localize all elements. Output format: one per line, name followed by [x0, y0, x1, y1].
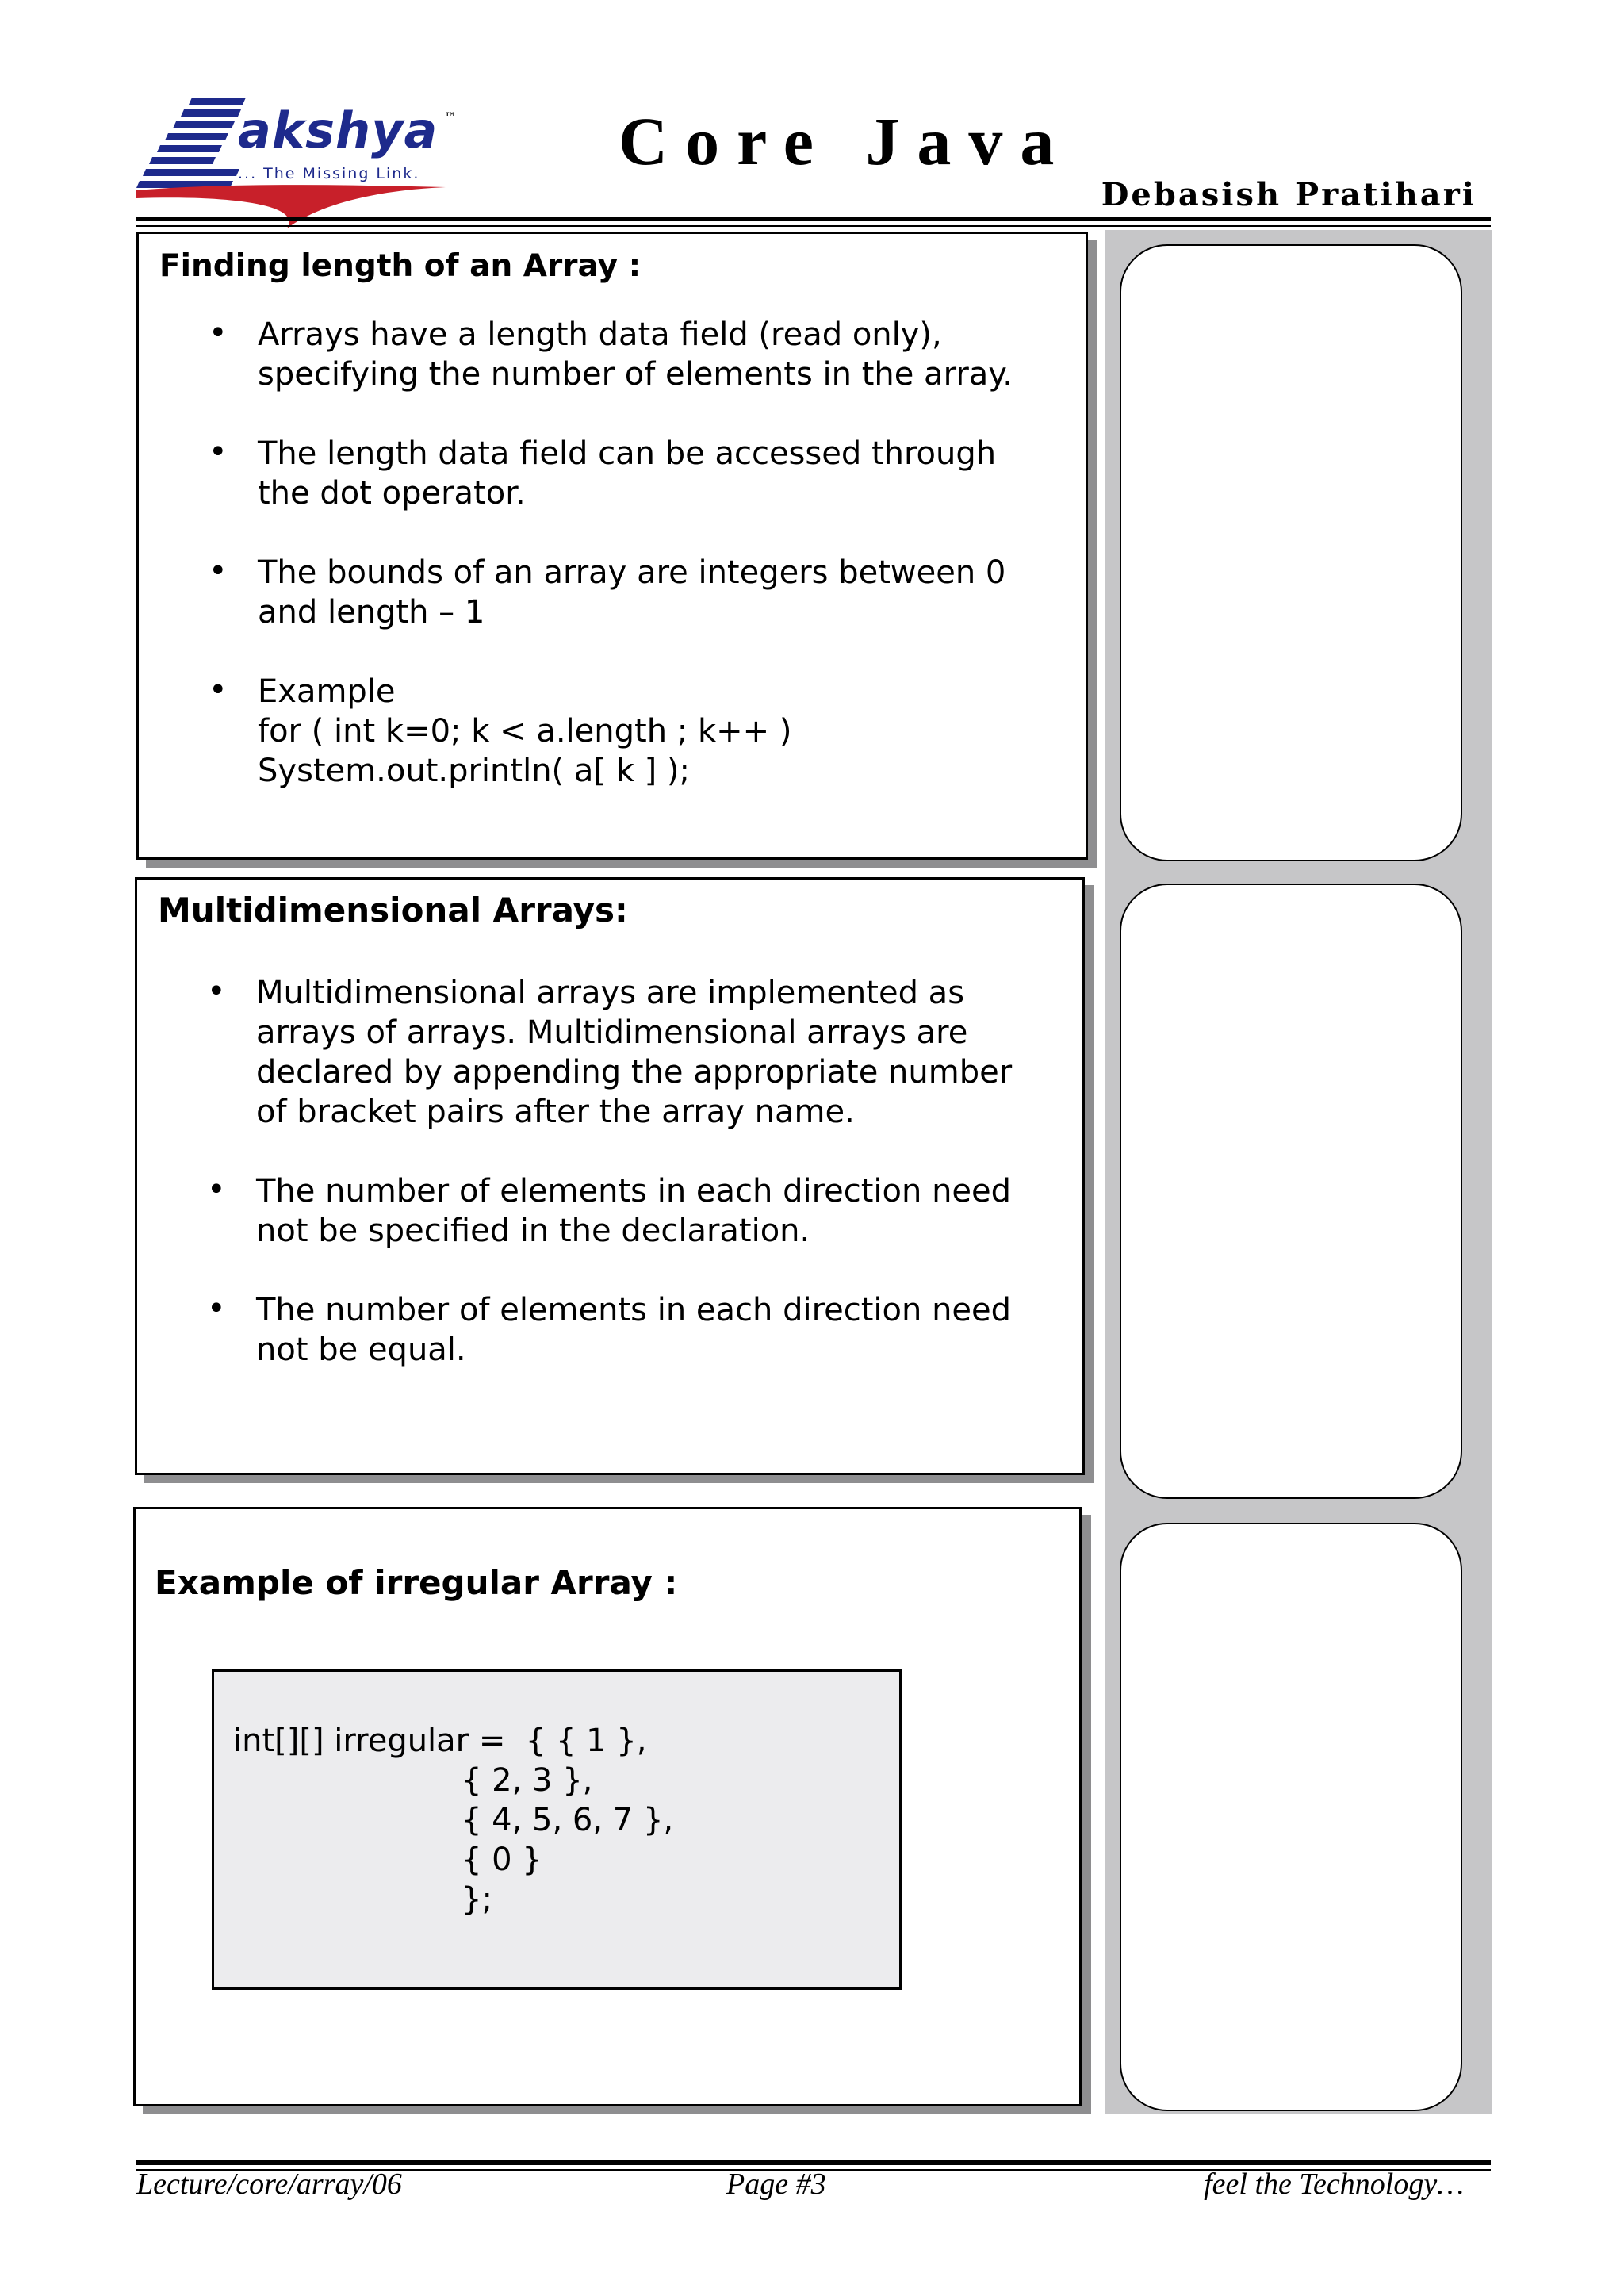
footer-page-number: Page #3 [726, 2168, 826, 2201]
list-item [209, 553, 1067, 632]
code-line: { 4, 5, 6, 7 }, [462, 1802, 674, 1838]
note-box-3 [1120, 1523, 1462, 2111]
code-line: { 2, 3 }, [462, 1762, 593, 1799]
code-line: }; [462, 1881, 492, 1918]
list-item [207, 1171, 1065, 1251]
list-item [209, 434, 1067, 513]
bullet-list [209, 315, 1067, 791]
list-item-text: The number of elements in each direction need not be specified in the declaration. [256, 1173, 1012, 1249]
note-box-1 [1120, 244, 1462, 861]
header-rule-thick [136, 217, 1491, 221]
footer-tagline: feel the Technology… [1204, 2168, 1464, 2201]
bullet-icon: • [209, 672, 228, 708]
bullet-icon: • [209, 553, 228, 589]
section-heading: Finding length of an Array : [159, 248, 642, 284]
logo-trademark: ™ [444, 109, 457, 125]
list-item-text: The number of elements in each direction need not be equal. [256, 1292, 1012, 1368]
section-irregular-array [133, 1507, 1082, 2106]
footer-lecture-code: Lecture/core/array/06 [136, 2168, 402, 2201]
list-item [209, 672, 1067, 791]
code-line: int[][] irregular = { { 1 }, [233, 1723, 647, 1759]
section-heading: Multidimensional Arrays: [158, 891, 628, 930]
bullet-icon: • [209, 434, 228, 470]
logo-tagline: ... The Missing Link. [238, 165, 420, 182]
list-item-text: Multidimensional arrays are implemented as arrays of arrays. Multidimensional arrays are declared by appending the appropriate number of bracket pairs after the array name. [256, 975, 1013, 1130]
list-item-text: The length data field can be accessed through the dot operator. [258, 435, 997, 512]
list-item [207, 1290, 1065, 1370]
list-item [209, 315, 1067, 394]
section-multidimensional-arrays [135, 877, 1085, 1475]
logo-brand: akshya [238, 102, 439, 159]
bullet-icon: • [209, 315, 228, 351]
footer-rule-thick [136, 2160, 1491, 2165]
code-example-box [212, 1669, 902, 1990]
header-rule-thin [136, 225, 1491, 227]
code-line: { 0 } [462, 1842, 542, 1878]
bullet-icon: • [207, 1171, 226, 1208]
bullet-icon: • [207, 1290, 226, 1327]
list-item-text: The bounds of an array are integers between 0 and length – 1 [258, 554, 1006, 631]
bullet-icon: • [207, 973, 226, 1010]
list-item [207, 973, 1065, 1132]
section-heading: Example of irregular Array : [155, 1563, 678, 1602]
bullet-list [207, 973, 1065, 1370]
list-item-text: Arrays have a length data field (read only), specifying the number of elements in the array. [258, 316, 1013, 393]
note-box-2 [1120, 884, 1462, 1499]
section-array-length [136, 232, 1088, 860]
author-name: Debasish Pratihari [1101, 176, 1477, 213]
list-item-text: Example for ( int k=0; k < a.length ; k++ ) System.out.println( a[ k ] ); [258, 673, 792, 789]
page-title: Core Java [619, 103, 1072, 179]
